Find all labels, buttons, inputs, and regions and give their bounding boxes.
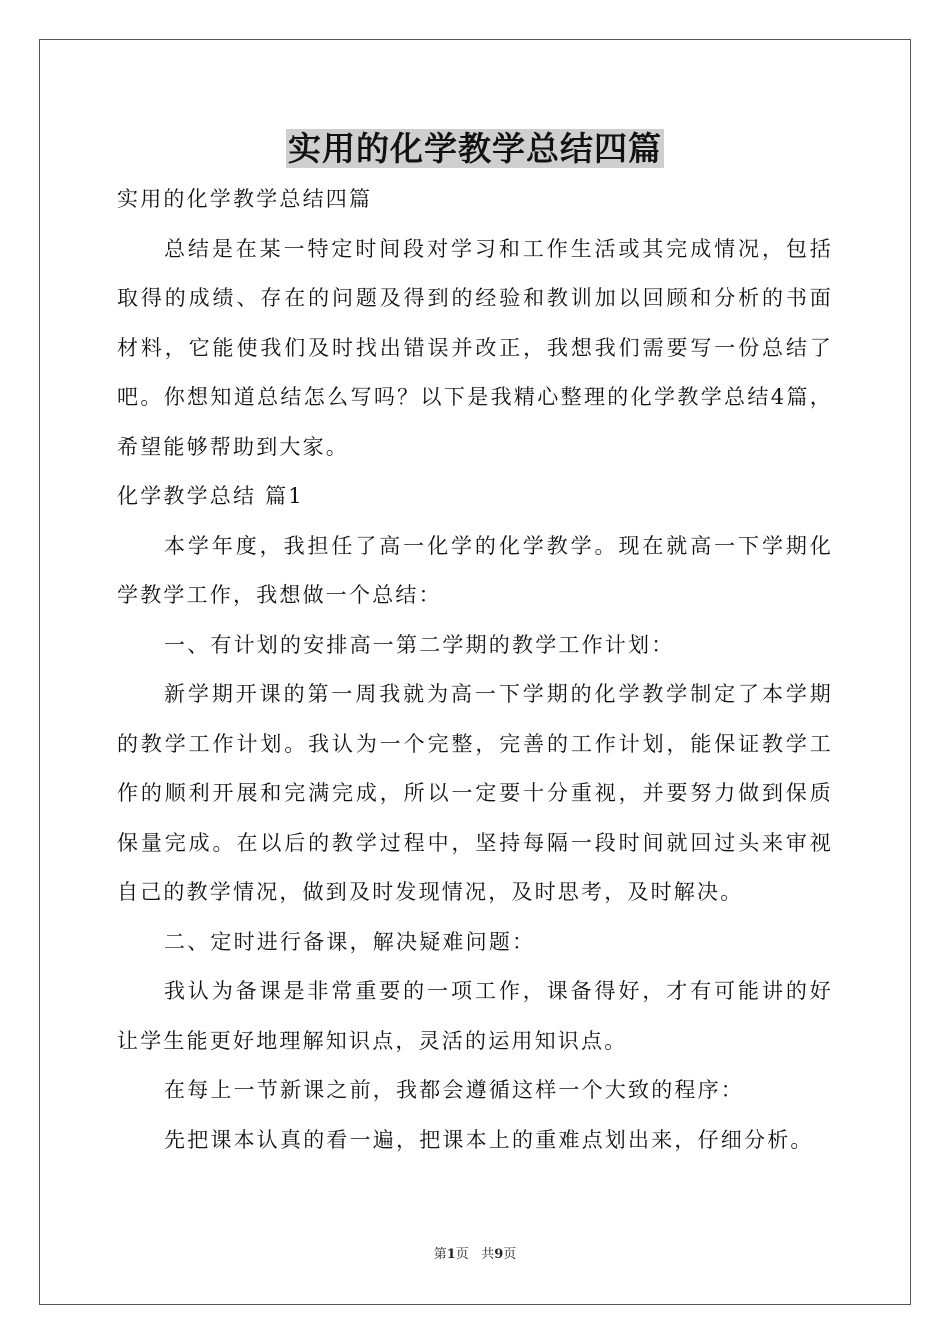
section-heading: 化学教学总结 篇1 xyxy=(117,484,304,508)
paragraph-subtitle: 实用的化学教学总结四篇 xyxy=(117,187,373,211)
footer-page-suffix: 页 共 xyxy=(455,1247,495,1262)
paragraph-intro: 总结是在某一特定时间段对学习和工作生活或其完成情况，包括取得的成绩、存在的问题及得到的经验和教训加以回顾和分析的书面材料，它能使我们及时找出错误并改正，我想我们需要写一份总结了吧。你想知道总结怎么写吗？以下是我精心整理的化学教学总结4篇，希望能够帮助到大家。 xyxy=(117,236,833,459)
footer-total-suffix: 页 xyxy=(503,1247,517,1262)
paragraph: 一、有计划的安排高一第二学期的教学工作计划： xyxy=(164,632,675,657)
paragraph: 本学年度，我担任了高一化学的化学教学。现在就高一下学期化学教学工作，我想做一个总结： xyxy=(117,533,833,607)
paragraph: 先把课本认真的看一遍，把课本上的重难点划出来，仔细分析。 xyxy=(164,1127,814,1152)
document-body xyxy=(117,175,833,1165)
paragraph: 新学期开课的第一周我就为高一下学期的化学教学制定了本学期的教学工作计划。我认为一个完整，完善的工作计划，能保证教学工作的顺利开展和完满完成，所以一定要十分重视，并要努力做到保质保量完成。在以后的教学过程中，坚持每隔一段时间就回过头来审视自己的教学情况，做到及时发现情况，及时思考，及时解决。 xyxy=(117,682,833,904)
footer-page-prefix: 第 xyxy=(433,1247,447,1262)
footer-total-pages: 9 xyxy=(494,1247,504,1262)
document-title-text: 实用的化学教学总结四篇 xyxy=(288,129,662,168)
paragraph: 我认为备课是非常重要的一项工作，课备得好，才有可能讲的好让学生能更好地理解知识点，灵活的运用知识点。 xyxy=(117,979,833,1053)
paragraph: 二、定时进行备课，解决疑难问题： xyxy=(164,929,536,954)
footer-page-number: 1 xyxy=(446,1247,456,1262)
page-footer xyxy=(0,1246,950,1264)
document-title xyxy=(0,126,950,172)
paragraph: 在每上一节新课之前，我都会遵循这样一个大致的程序： xyxy=(164,1078,744,1102)
